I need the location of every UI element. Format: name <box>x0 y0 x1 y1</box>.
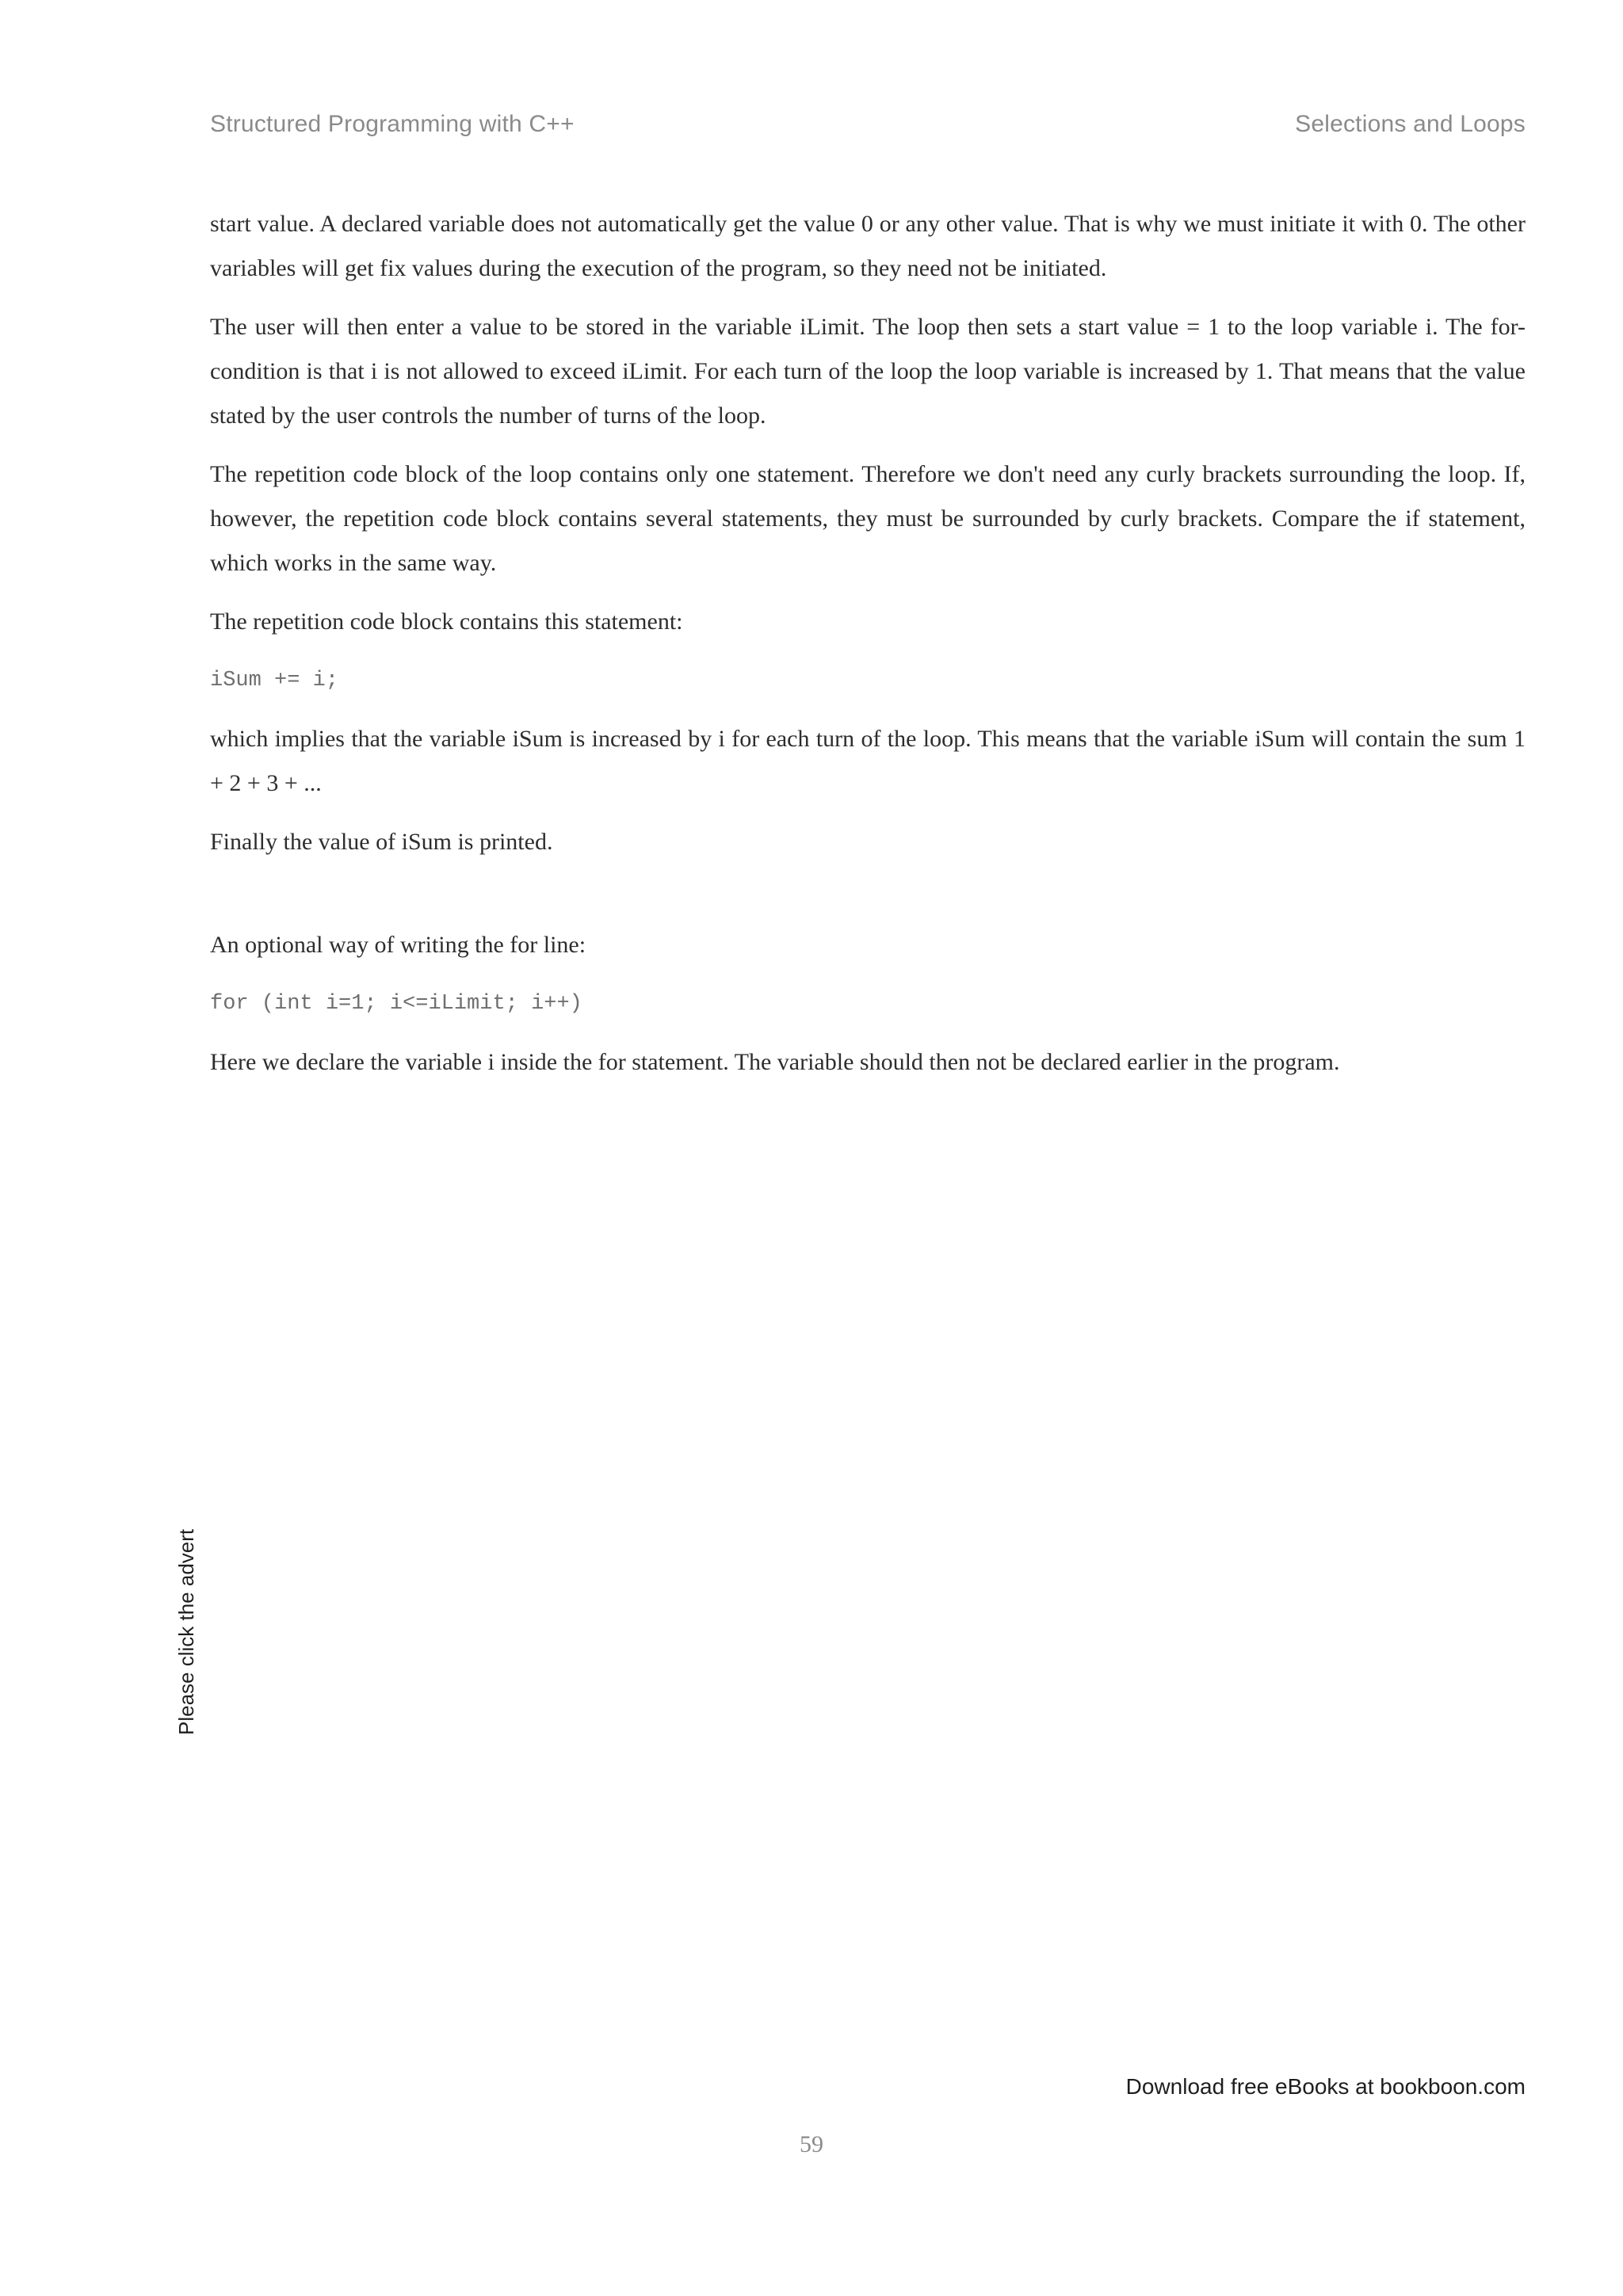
paragraph-declare-inside: Here we declare the variable i inside the for statement. The variable should then not be declared earlier in the program. <box>210 1049 1340 1075</box>
advert-link[interactable]: Please click the advert <box>174 1528 198 1735</box>
running-header <box>210 111 1526 138</box>
paragraph-user-limit: The user will then enter a value to be stored in the variable iLimit. The loop then sets a start value = 1 to the loop variable i. The for-condition is that i is not allowed to exceed iLimit. For each turn of the loop the loop variable is increased by 1. That means that the value stated by the user controls the number of turns of the loop. <box>210 314 1526 429</box>
paragraph-optional-way: An optional way of writing the for line: <box>210 932 586 958</box>
main-text <box>210 202 1526 1099</box>
code-for-line: for (int i=1; i<=iLimit; i++) <box>210 992 582 1016</box>
book-title: Structured Programming with C++ <box>210 111 575 137</box>
spacer <box>210 879 1526 923</box>
download-ebooks-link[interactable]: Download free eBooks at bookboon.com <box>1125 2074 1526 2099</box>
paragraph-start-value: start value. A declared variable does not automatically get the value 0 or any other value. That is why we must initiate it with 0. The other variables will get fix values during the execution of the program, so they need not be initiated. <box>210 211 1526 281</box>
paragraph-printed: Finally the value of iSum is printed. <box>210 829 553 855</box>
paragraph-statement-intro: The repetition code block contains this statement: <box>210 608 683 635</box>
page-number: 59 <box>800 2131 823 2157</box>
code-sum-statement: iSum += i; <box>210 669 339 692</box>
chapter-title: Selections and Loops <box>1295 111 1526 137</box>
paragraph-sum-explanation: which implies that the variable iSum is increased by i for each turn of the loop. This means that the variable iSum will contain the sum 1 + 2 + 3 + ... <box>210 726 1526 796</box>
paragraph-code-block: The repetition code block of the loop contains only one statement. Therefore we don't need any curly brackets surrounding the loop. If, however, the repetition code block contains several statements, they must be surrounded by curly brackets. Compare the if statement, which works in the same way. <box>210 461 1526 576</box>
